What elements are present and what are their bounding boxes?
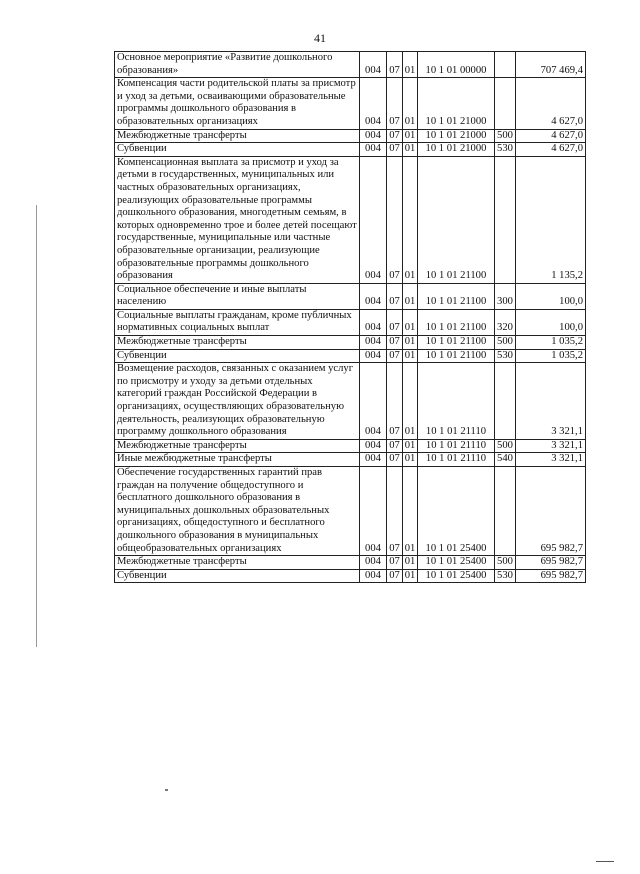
amount: 695 982,7 xyxy=(516,569,586,583)
section-code: 07 xyxy=(387,156,403,283)
row-name: Социальные выплаты гражданам, кроме публичных нормативных социальных выплат xyxy=(115,309,360,335)
amount: 4 627,0 xyxy=(516,129,586,143)
row-name: Субвенции xyxy=(115,349,360,363)
table-row xyxy=(115,467,586,556)
target-article-code: 10 1 01 25400 xyxy=(418,467,495,556)
table-row xyxy=(115,439,586,453)
expense-type-code xyxy=(495,363,516,440)
section-code: 07 xyxy=(387,336,403,350)
section-code: 07 xyxy=(387,78,403,129)
amount: 100,0 xyxy=(516,283,586,309)
expense-type-code xyxy=(495,78,516,129)
amount: 3 321,1 xyxy=(516,363,586,440)
table-row xyxy=(115,349,586,363)
section-code: 07 xyxy=(387,363,403,440)
table-row xyxy=(115,78,586,129)
amount: 3 321,1 xyxy=(516,453,586,467)
table-row xyxy=(115,156,586,283)
amount: 695 982,7 xyxy=(516,556,586,570)
row-name: Обеспечение государственных гарантий прав граждан на получение общедоступного и бесплатного дошкольного образования в муниципальных дошкольных образовательных организациях, общедоступного и бесплатного дошкольного образования в муниципальных общеобразовательных организациях xyxy=(115,467,360,556)
row-name: Компенсационная выплата за присмотр и уход за детьми в государственных, муниципальных или частных образовательных организациях, реализующих образовательные программы дошкольного образования, многодетным семьям, в которых одновременно трое и более детей посещают государственные, муниципальные или частные образовательные организации, реализующие образовательные программы дошкольного образования xyxy=(115,156,360,283)
expense-type-code: 500 xyxy=(495,129,516,143)
ministry-code: 004 xyxy=(360,309,387,335)
amount: 707 469,4 xyxy=(516,52,586,78)
row-name: Субвенции xyxy=(115,143,360,157)
scan-corner-dash xyxy=(596,861,614,862)
amount: 1 135,2 xyxy=(516,156,586,283)
section-code: 07 xyxy=(387,439,403,453)
page-number: 41 xyxy=(314,31,326,45)
table-row xyxy=(115,283,586,309)
target-article-code: 10 1 01 25400 xyxy=(418,569,495,583)
row-name: Межбюджетные трансферты xyxy=(115,439,360,453)
section-code: 07 xyxy=(387,569,403,583)
ministry-code: 004 xyxy=(360,52,387,78)
row-name: Межбюджетные трансферты xyxy=(115,129,360,143)
target-article-code: 10 1 01 21100 xyxy=(418,156,495,283)
ministry-code: 004 xyxy=(360,569,387,583)
ministry-code: 004 xyxy=(360,467,387,556)
target-article-code: 10 1 01 21100 xyxy=(418,349,495,363)
subsection-code: 01 xyxy=(403,349,418,363)
target-article-code: 10 1 01 21110 xyxy=(418,439,495,453)
expense-type-code: 500 xyxy=(495,439,516,453)
expense-type-code: 540 xyxy=(495,453,516,467)
target-article-code: 10 1 01 21110 xyxy=(418,453,495,467)
scan-speck xyxy=(165,789,168,791)
expense-type-code xyxy=(495,156,516,283)
subsection-code: 01 xyxy=(403,283,418,309)
amount: 4 627,0 xyxy=(516,143,586,157)
target-article-code: 10 1 01 21100 xyxy=(418,309,495,335)
amount: 695 982,7 xyxy=(516,467,586,556)
ministry-code: 004 xyxy=(360,363,387,440)
subsection-code: 01 xyxy=(403,363,418,440)
table-row xyxy=(115,363,586,440)
expense-type-code: 300 xyxy=(495,283,516,309)
subsection-code: 01 xyxy=(403,439,418,453)
subsection-code: 01 xyxy=(403,453,418,467)
target-article-code: 10 1 01 21000 xyxy=(418,129,495,143)
subsection-code: 01 xyxy=(403,336,418,350)
target-article-code: 10 1 01 21100 xyxy=(418,336,495,350)
subsection-code: 01 xyxy=(403,78,418,129)
subsection-code: 01 xyxy=(403,556,418,570)
section-code: 07 xyxy=(387,283,403,309)
target-article-code: 10 1 01 00000 xyxy=(418,52,495,78)
amount: 4 627,0 xyxy=(516,78,586,129)
row-name: Межбюджетные трансферты xyxy=(115,556,360,570)
table-row xyxy=(115,129,586,143)
ministry-code: 004 xyxy=(360,283,387,309)
table-row xyxy=(115,556,586,570)
section-code: 07 xyxy=(387,52,403,78)
subsection-code: 01 xyxy=(403,309,418,335)
amount: 1 035,2 xyxy=(516,336,586,350)
ministry-code: 004 xyxy=(360,78,387,129)
table-row xyxy=(115,336,586,350)
table-row xyxy=(115,453,586,467)
ministry-code: 004 xyxy=(360,156,387,283)
section-code: 07 xyxy=(387,349,403,363)
ministry-code: 004 xyxy=(360,556,387,570)
section-code: 07 xyxy=(387,467,403,556)
ministry-code: 004 xyxy=(360,129,387,143)
expense-type-code: 530 xyxy=(495,349,516,363)
ministry-code: 004 xyxy=(360,453,387,467)
table-row xyxy=(115,309,586,335)
ministry-code: 004 xyxy=(360,336,387,350)
section-code: 07 xyxy=(387,453,403,467)
subsection-code: 01 xyxy=(403,467,418,556)
section-code: 07 xyxy=(387,143,403,157)
section-code: 07 xyxy=(387,309,403,335)
subsection-code: 01 xyxy=(403,129,418,143)
ministry-code: 004 xyxy=(360,143,387,157)
ministry-code: 004 xyxy=(360,439,387,453)
subsection-code: 01 xyxy=(403,156,418,283)
subsection-code: 01 xyxy=(403,569,418,583)
amount: 3 321,1 xyxy=(516,439,586,453)
row-name: Возмещение расходов, связанных с оказанием услуг по присмотру и уходу за детьми отдельных категорий граждан Российской Федерации в организациях, осуществляющих образовательную деятельность, реализующих образовательную программу дошкольного образования xyxy=(115,363,360,440)
row-name: Иные межбюджетные трансферты xyxy=(115,453,360,467)
target-article-code: 10 1 01 21000 xyxy=(418,78,495,129)
expense-type-code: 500 xyxy=(495,556,516,570)
row-name: Компенсация части родительской платы за присмотр и уход за детьми, осваивающими образовательные программы дошкольного образования в образовательных организациях xyxy=(115,78,360,129)
expense-type-code: 320 xyxy=(495,309,516,335)
scan-margin-line xyxy=(36,205,37,647)
ministry-code: 004 xyxy=(360,349,387,363)
amount: 1 035,2 xyxy=(516,349,586,363)
row-name: Межбюджетные трансферты xyxy=(115,336,360,350)
budget-table xyxy=(114,51,586,583)
target-article-code: 10 1 01 25400 xyxy=(418,556,495,570)
expense-type-code xyxy=(495,52,516,78)
table-row xyxy=(115,143,586,157)
target-article-code: 10 1 01 21000 xyxy=(418,143,495,157)
subsection-code: 01 xyxy=(403,52,418,78)
table-row xyxy=(115,569,586,583)
expense-type-code: 500 xyxy=(495,336,516,350)
row-name: Основное мероприятие «Развитие дошкольного образования» xyxy=(115,52,360,78)
table-row xyxy=(115,52,586,78)
section-code: 07 xyxy=(387,556,403,570)
row-name: Субвенции xyxy=(115,569,360,583)
expense-type-code: 530 xyxy=(495,569,516,583)
expense-type-code xyxy=(495,467,516,556)
target-article-code: 10 1 01 21110 xyxy=(418,363,495,440)
section-code: 07 xyxy=(387,129,403,143)
row-name: Социальное обеспечение и иные выплаты населению xyxy=(115,283,360,309)
amount: 100,0 xyxy=(516,309,586,335)
subsection-code: 01 xyxy=(403,143,418,157)
expense-type-code: 530 xyxy=(495,143,516,157)
target-article-code: 10 1 01 21100 xyxy=(418,283,495,309)
